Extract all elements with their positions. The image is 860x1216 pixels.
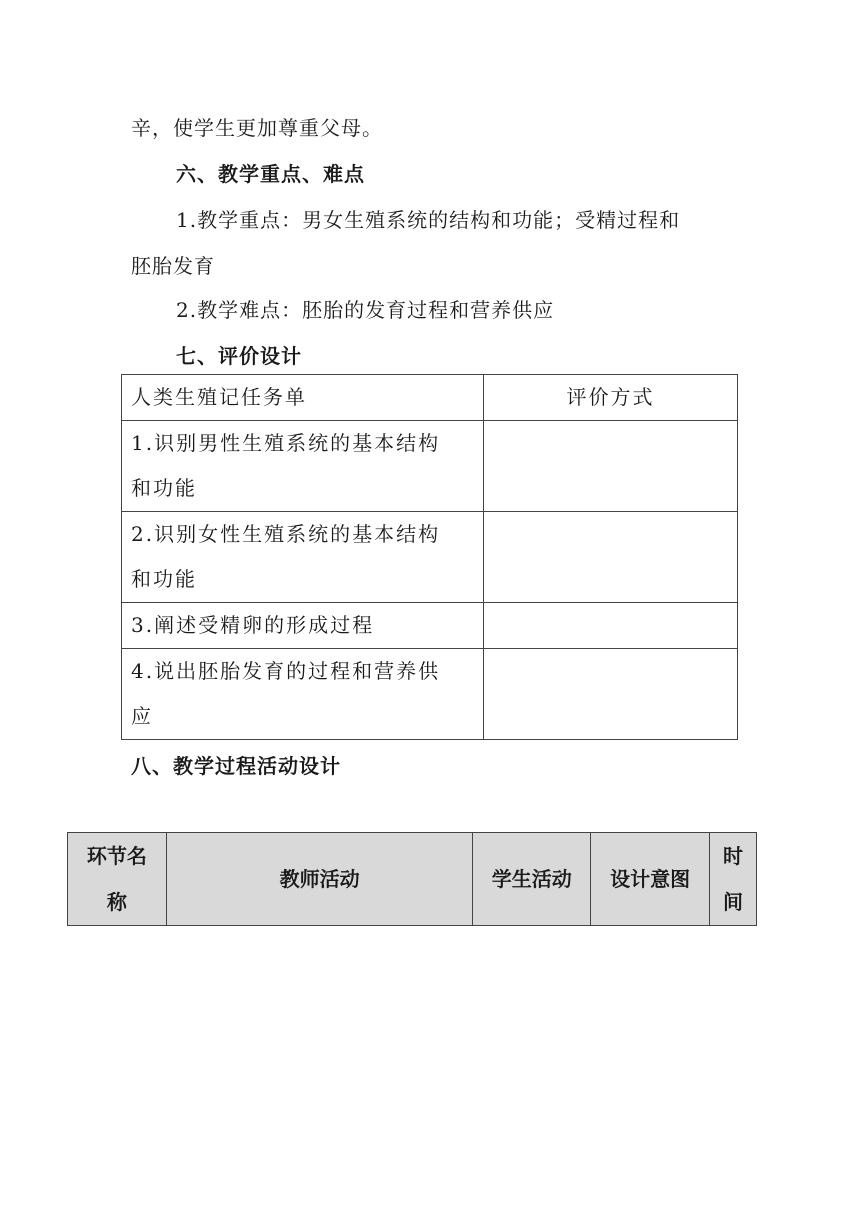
- key-point-line1: 1.教学重点：男女生殖系统的结构和功能；受精过程和: [176, 208, 681, 232]
- intro-tail: 辛，使学生更加尊重父母。: [131, 116, 383, 140]
- process-table: [67, 832, 757, 926]
- header-task-sheet: 人类生殖记任务单: [122, 375, 484, 421]
- header-student-activity: 学生活动: [473, 833, 591, 926]
- header-design-intent: 设计意图: [591, 833, 710, 926]
- task-cell: 4.说出胚胎发育的过程和营养供 应: [122, 649, 484, 740]
- section8-title: 八、教学过程活动设计: [131, 754, 341, 778]
- header-evaluation-method: 评价方式: [484, 375, 738, 421]
- header-stage-name: 环节名 称: [68, 833, 167, 926]
- method-cell: [484, 649, 738, 740]
- table-row: [122, 603, 738, 649]
- section6-title: 六、教学重点、难点: [176, 162, 365, 186]
- evaluation-table: [121, 374, 738, 740]
- method-cell: [484, 421, 738, 512]
- method-cell: [484, 512, 738, 603]
- section7-title: 七、评价设计: [176, 344, 302, 368]
- task-cell: 3.阐述受精卵的形成过程: [122, 603, 484, 649]
- task-cell: 2.识别女性生殖系统的基本结构 和功能: [122, 512, 484, 603]
- header-time: 时 间: [710, 833, 757, 926]
- header-teacher-activity: 教师活动: [166, 833, 473, 926]
- key-point-line2: 胚胎发育: [131, 254, 215, 278]
- table-row: [122, 375, 738, 421]
- table-row: [122, 649, 738, 740]
- method-cell: [484, 603, 738, 649]
- table-row: [122, 421, 738, 512]
- table-header-row: [68, 833, 757, 926]
- table-row: [122, 512, 738, 603]
- difficult-point: 2.教学难点：胚胎的发育过程和营养供应: [176, 298, 555, 322]
- task-cell: 1.识别男性生殖系统的基本结构 和功能: [122, 421, 484, 512]
